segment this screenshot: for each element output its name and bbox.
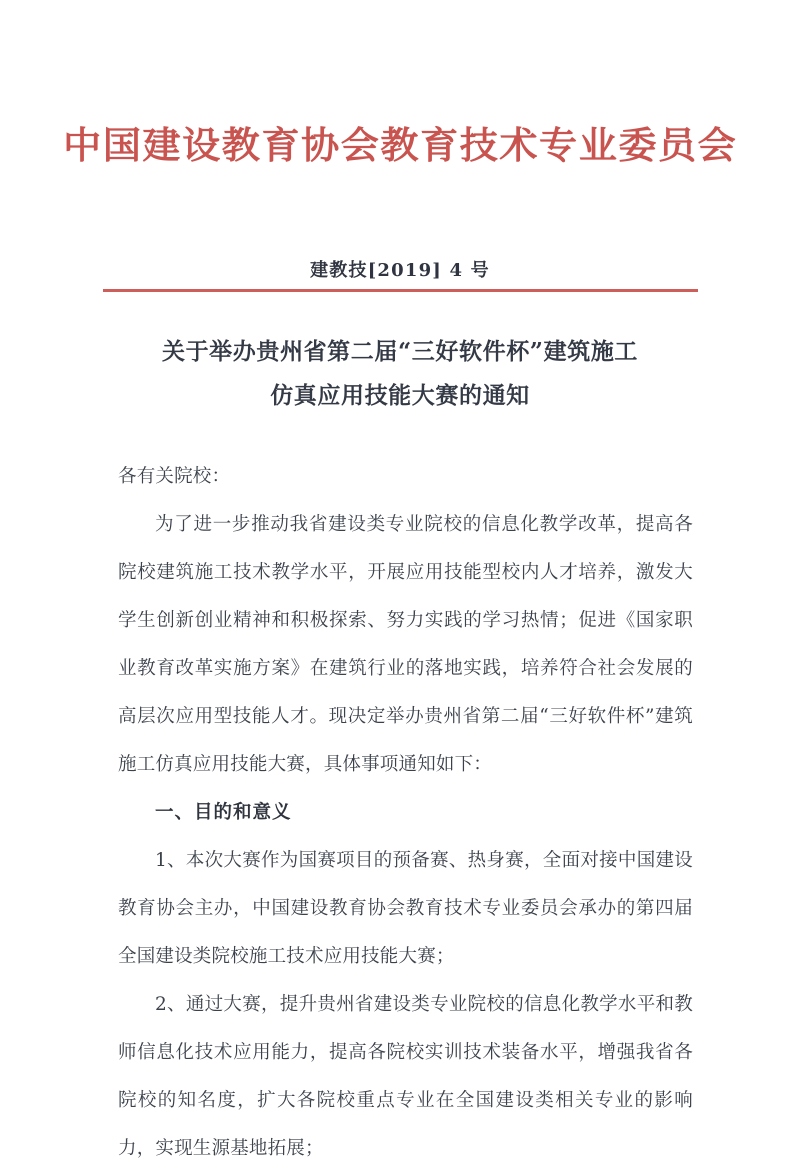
letterhead — [0, 122, 800, 168]
document-body — [118, 453, 693, 1173]
body-paragraph-intro: 为了进一步推动我省建设类专业院校的信息化教学改革，提高各院校建筑施工技术教学水平，开展应用技能型校内人才培养，激发大学生创新创业精神和积极探索、努力实践的学习热情；促进《国家职业教育改革实施方案》在建筑行业的落地实践，培养符合社会发展的高层次应用型技能人才。现决定举办贵州省第二届“三好软件杯”建筑施工仿真应用技能大赛，具体事项通知如下： — [118, 514, 693, 775]
red-divider-rule — [103, 289, 698, 292]
salutation: 各有关院校： — [118, 466, 231, 487]
organisation-header-title: 中国建设教育协会教育技术专业委员会 — [62, 123, 738, 167]
list-item-2: 2、通过大赛，提升贵州省建设类专业院校的信息化教学水平和教师信息化技术应用能力，提高各院校实训技术装备水平，增强我省各院校的知名度，扩大各院校重点专业在全国建设类相关专业的影响力，实现生源基地拓展； — [118, 994, 693, 1159]
document-serial-number: 建教技[2019] 4 号 — [310, 260, 490, 281]
document-title — [100, 330, 700, 418]
list-item-1: 1、本次大赛作为国赛项目的预备赛、热身赛，全面对接中国建设教育协会主办，中国建设教育协会教育技术专业委员会承办的第四届全国建设类院校施工技术应用技能大赛； — [118, 850, 693, 967]
document-title-line-1: 关于举办贵州省第二届“三好软件杯”建筑施工 — [161, 338, 639, 365]
document-serial-number-row — [0, 256, 800, 282]
section-heading-purpose: 一、目的和意义 — [155, 802, 292, 823]
document-title-line-2: 仿真应用技能大赛的通知 — [270, 382, 530, 409]
